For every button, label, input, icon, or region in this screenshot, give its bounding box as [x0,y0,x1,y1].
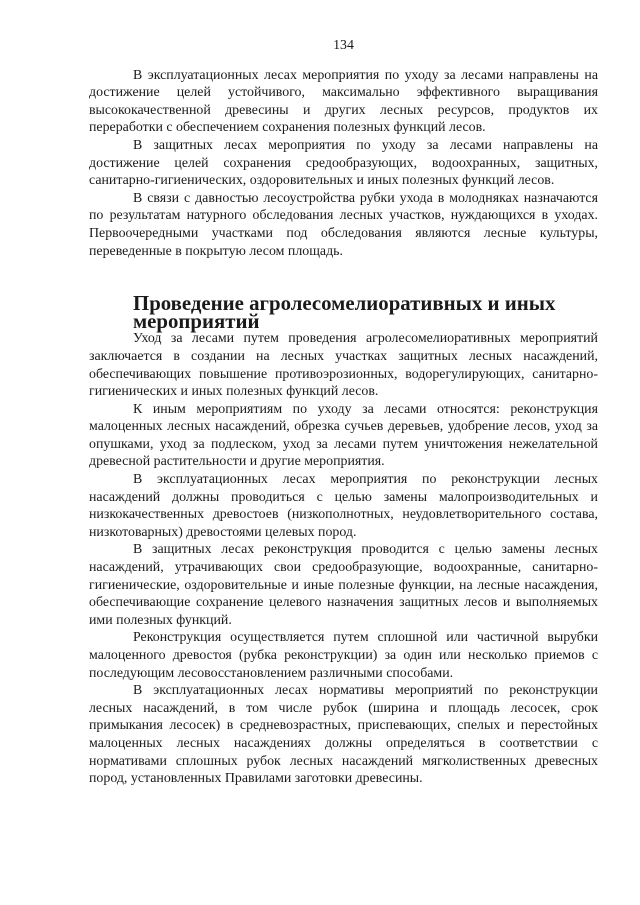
section-care-goals [89,67,598,261]
section-heading: Проведение агролесомелиоративных и иных мероприятий [133,291,556,333]
paragraph: В защитных лесах мероприятия по уходу за лесами направлены на достижение целей сохранения средообразующих, водоохранных, защитных, санитарно-гигиенических, оздоровительных и иных полезных функций лесов. [89,137,598,189]
section-gap [89,260,598,295]
paragraph: К иным мероприятиям по уходу за лесами относятся: реконструкция малоценных лесных насаждений, обрезка сучьев деревьев, удобрение лесов, уход за опушками, уход за подлеском, уход за лесами путем уничтожения нежелательной древесной растительности и другие мероприятия. [89,401,598,470]
paragraph: В эксплуатационных лесах мероприятия по реконструкции лесных насаждений должны проводиться с целью замены малопроизводительных и низкокачественных древостоев (низкополнотных, неудовлетворительного состава, низкотоварных) древостоями целевых пород. [89,472,598,540]
paragraph: Реконструкция осуществляется путем сплошной или частичной вырубки малоценного древостоя (рубка реконструкции) за один или несколько приемов с последующим лесовосстановлением различными способами. [89,630,598,681]
paragraph: В эксплуатационных лесах нормативы мероприятий по реконструкции лесных насаждений, в том числе рубок (ширина и площадь лесосек, срок примыкания лесосек) в средневозрастных, приспевающих, спелых и перестойных малоценных лесных насаждениях должны определяться в соответствии с нормативами сплошных рубок лесных насаждений мягколиственных древесных пород, установленных Правилами заготовки древесины. [89,683,598,787]
paragraph: В защитных лесах реконструкция проводится с целью замены лесных насаждений, утрачивающих свои средообразующие, водоохранные, санитарно-гигиенические, оздоровительные и иные полезные функции, на лесные насаждения, обеспечивающие сохранение целевого назначения защитных лесов и выполняемых ими полезных функций. [89,542,598,628]
paragraph: В связи с давностью лесоустройства рубки ухода в молодняках назначаются по результатам натурного обследования лесных участков, нуждающихся в уходах. Первоочередными участками под обследования являются лесные культуры, переведенные в покрытую лесом площадь. [89,190,598,259]
page-number: 134 [333,38,354,53]
paragraph: Уход за лесами путем проведения агролесомелиоративных мероприятий заключается в создании на лесных участках защитных лесных насаждений, обеспечивающих повышение противоэрозионных, водорегулирующих, санитарно-гигиенических и иных полезных функций лесов. [89,331,598,400]
section-agroforestry [89,291,598,788]
paragraph: В эксплуатационных лесах мероприятия по уходу за лесами направлены на достижение целей устойчивого, максимально эффективного выращивания высококачественной древесины и других лесных ресурсов, продуктов их переработки с обеспечением сохранения полезных функций лесов. [89,67,598,136]
